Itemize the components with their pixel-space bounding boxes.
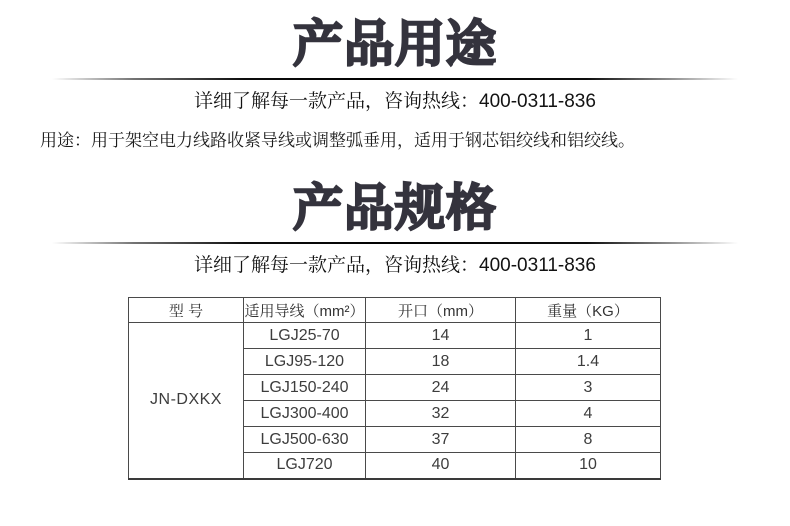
- conductor-cell: LGJ720: [244, 453, 366, 479]
- opening-cell: 18: [366, 349, 516, 375]
- opening-cell: 24: [366, 375, 516, 401]
- col-header-conductor: 适用导线（mm²）: [244, 298, 366, 323]
- opening-cell: 37: [366, 427, 516, 453]
- hotline-subtitle: 详细了解每一款产品，咨询热线：400-0311-836: [194, 91, 596, 112]
- model-cell: JN-DXKX: [129, 323, 244, 479]
- col-header-weight: 重量（KG）: [516, 298, 661, 323]
- weight-cell: 1: [516, 323, 661, 349]
- hotline-subtitle: 详细了解每一款产品，咨询热线：400-0311-836: [194, 255, 596, 276]
- section-divider: [52, 242, 738, 244]
- product-usage-section: [0, 0, 790, 152]
- product-specs-section: [0, 180, 790, 480]
- conductor-cell: LGJ150-240: [244, 375, 366, 401]
- section-divider: [52, 78, 738, 80]
- col-header-model: 型 号: [129, 298, 244, 323]
- weight-cell: 10: [516, 453, 661, 479]
- spec-table-container: [128, 297, 790, 480]
- product-specs-title: 产品规格: [293, 180, 497, 236]
- weight-cell: 3: [516, 375, 661, 401]
- opening-cell: 32: [366, 401, 516, 427]
- opening-cell: 14: [366, 323, 516, 349]
- spec-table: [128, 297, 661, 480]
- opening-cell: 40: [366, 453, 516, 479]
- usage-description: 用途：用于架空电力线路收紧导线或调整弧垂用，适用于钢芯铝绞线和铝绞线。: [40, 131, 635, 150]
- weight-cell: 1.4: [516, 349, 661, 375]
- table-row: [129, 323, 661, 349]
- weight-cell: 4: [516, 401, 661, 427]
- conductor-cell: LGJ500-630: [244, 427, 366, 453]
- spec-table-header-row: [129, 298, 661, 323]
- col-header-opening: 开口（mm）: [366, 298, 516, 323]
- conductor-cell: LGJ95-120: [244, 349, 366, 375]
- weight-cell: 8: [516, 427, 661, 453]
- conductor-cell: LGJ300-400: [244, 401, 366, 427]
- product-usage-title: 产品用途: [293, 16, 497, 72]
- conductor-cell: LGJ25-70: [244, 323, 366, 349]
